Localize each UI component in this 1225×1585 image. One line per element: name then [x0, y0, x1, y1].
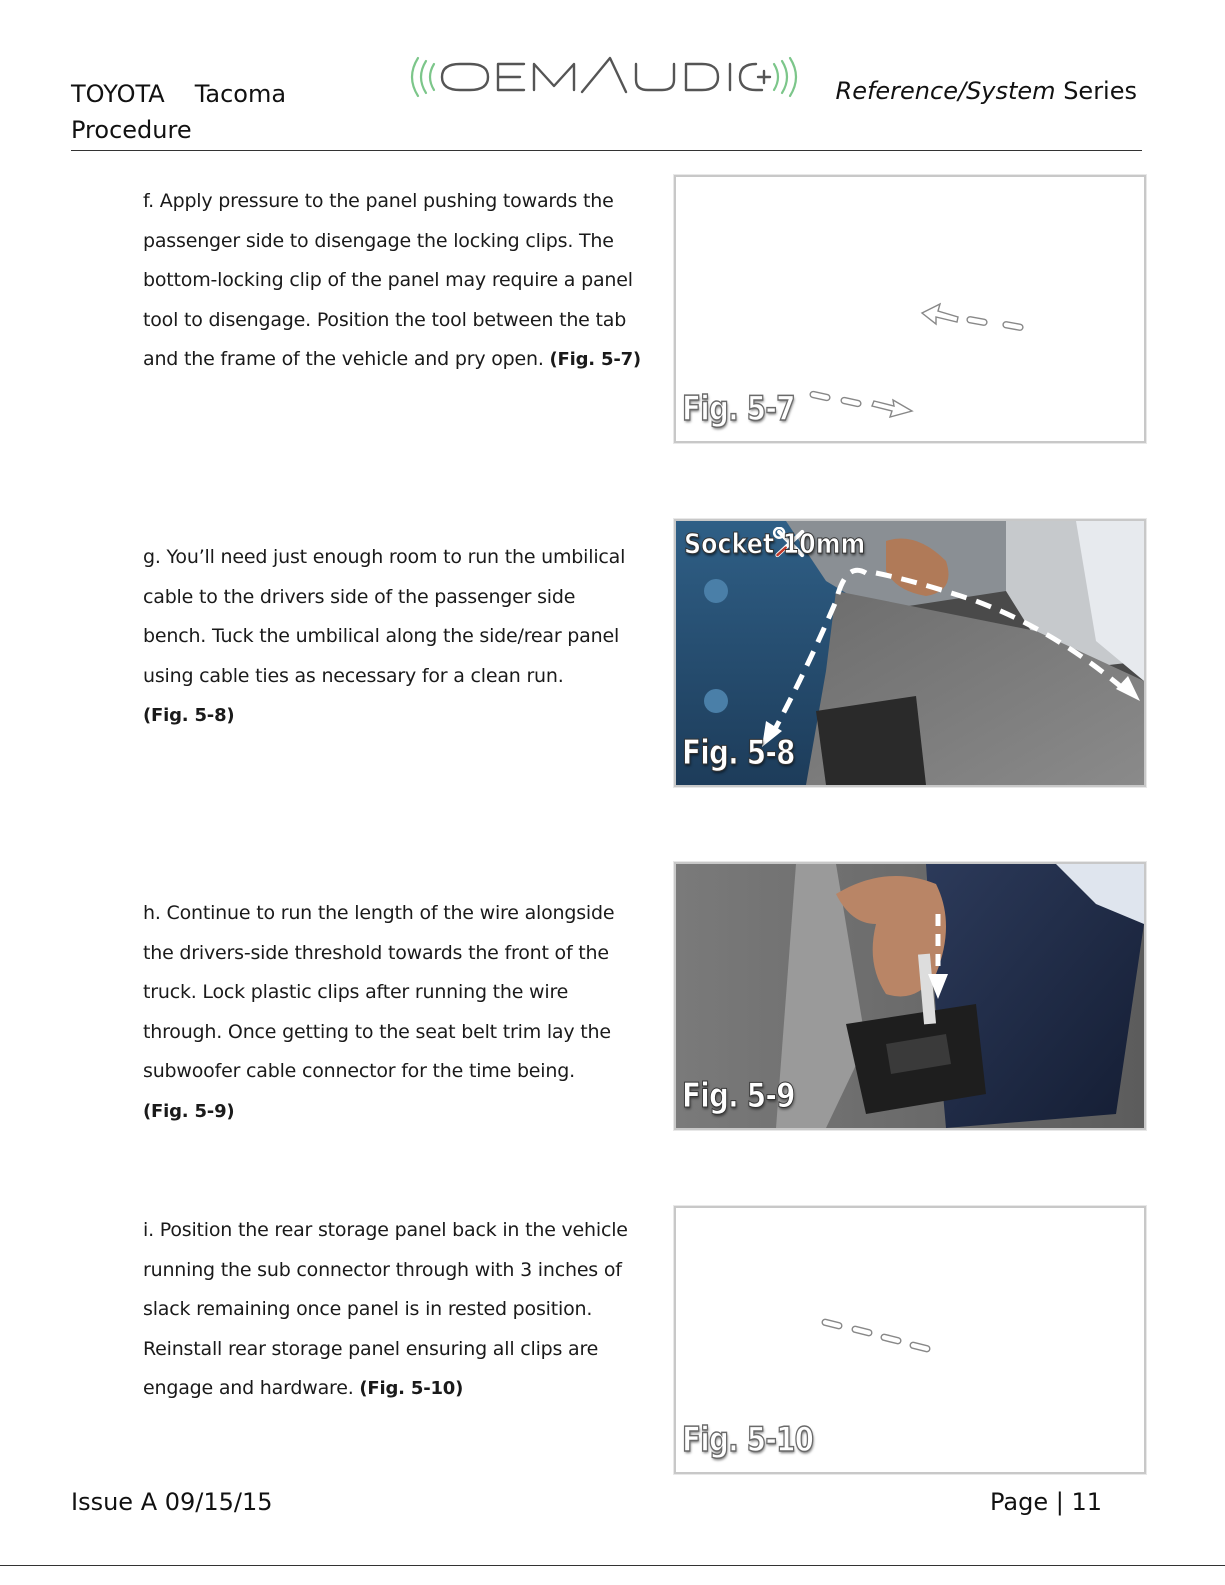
- footer-issue: Issue A 09/15/15: [71, 1488, 273, 1516]
- figure-reference: (Fig. 5-7): [549, 349, 641, 371]
- dash: [881, 1334, 902, 1345]
- step-text: h. Continue to run the length of the wire alongside the drivers-side threshold towards the front of the truck. Lock plastic clips after running the wire through. Once getting to the seat belt trim lay the subwoofer cable connector for the time being.: [143, 902, 615, 1083]
- header-series: [836, 76, 1137, 106]
- step-g: [143, 538, 643, 736]
- header-section: Procedure: [71, 116, 192, 144]
- dash: [822, 1319, 843, 1330]
- dash: [967, 316, 988, 325]
- figure-label: Fig. 5-9: [682, 1076, 795, 1116]
- figure-label: Fig. 5-8: [682, 733, 795, 773]
- header-vehicle: [71, 76, 286, 148]
- figure-label: Fig. 5-7: [682, 389, 795, 429]
- header-series-suffix: Series: [1055, 77, 1137, 105]
- footer-page-number: Page | 11: [990, 1488, 1102, 1516]
- header-make: TOYOTA: [71, 80, 165, 108]
- oem-audio-logo: [404, 52, 820, 102]
- figure-5-8: [674, 519, 1146, 787]
- dash: [841, 397, 862, 407]
- figure-reference: (Fig. 5-9): [143, 1100, 235, 1122]
- tool-name: Socket 10mm: [684, 527, 866, 560]
- step-f: [143, 182, 643, 380]
- dash: [810, 391, 831, 401]
- figure-5-9: [674, 862, 1146, 1130]
- tool-callout: [684, 527, 897, 560]
- dash: [1003, 321, 1024, 330]
- step-h: [143, 894, 643, 1132]
- figure-reference: (Fig. 5-8): [143, 705, 235, 727]
- step-text: i. Position the rear storage panel back in the vehicle running the sub connector through with 3 inches of slack remaining once panel is in rested position. Reinstall rear storage panel ensuring all clips are engage and hardware.: [143, 1219, 628, 1400]
- arrow-left-head: [922, 304, 958, 324]
- step-i: [143, 1211, 643, 1409]
- header-divider: [71, 150, 1142, 151]
- figure-5-10: [674, 1206, 1146, 1474]
- figure-label: Fig. 5-10: [682, 1420, 814, 1460]
- figure-5-7: [674, 175, 1146, 443]
- header-model: Tacoma: [194, 80, 287, 108]
- figure-reference: (Fig. 5-10): [359, 1378, 464, 1400]
- footer-divider: [0, 1565, 1225, 1566]
- step-text: f. Apply pressure to the panel pushing towards the passenger side to disengage the locking clips. The bottom-locking clip of the panel may require a panel tool to disengage. Position the tool between the tab and the frame of the vehicle and pry open.: [143, 190, 633, 371]
- step-text: g. You’ll need just enough room to run the umbilical cable to the drivers side of the passenger side bench. Tuck the umbilical along the side/rear panel using cable ties as necessary for a clean run.: [143, 546, 626, 687]
- dash: [852, 1326, 873, 1337]
- arrow-right-head: [872, 400, 912, 417]
- header-series-name: Reference/System: [835, 77, 1056, 105]
- dash: [910, 1342, 931, 1353]
